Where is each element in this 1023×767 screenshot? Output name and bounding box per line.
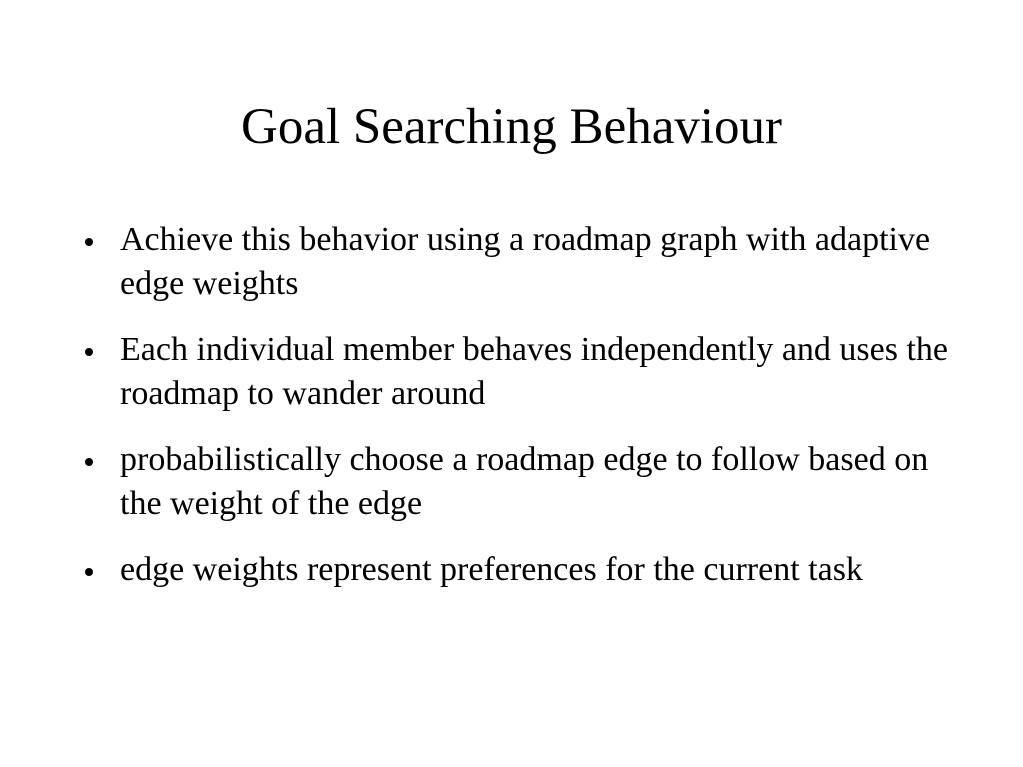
bullet-icon — [85, 458, 93, 466]
bullet-text: Each individual member behaves independently and uses the roadmap to wander around — [120, 331, 949, 412]
bullet-item — [84, 218, 954, 306]
bullet-icon — [85, 568, 93, 576]
bullet-list — [84, 218, 954, 592]
bullet-item — [84, 328, 954, 416]
bullet-text: edge weights represent preferences for the current task — [120, 551, 863, 588]
bullet-icon — [85, 348, 93, 356]
bullet-text: probabilistically choose a roadmap edge to follow based on the weight of the edge — [120, 441, 929, 522]
bullet-text: Achieve this behavior using a roadmap graph with adaptive edge weights — [120, 221, 931, 302]
bullet-item — [84, 438, 954, 526]
bullet-item — [84, 548, 954, 592]
slide-title: Goal Searching Behaviour — [240, 99, 782, 155]
bullet-icon — [85, 238, 93, 246]
